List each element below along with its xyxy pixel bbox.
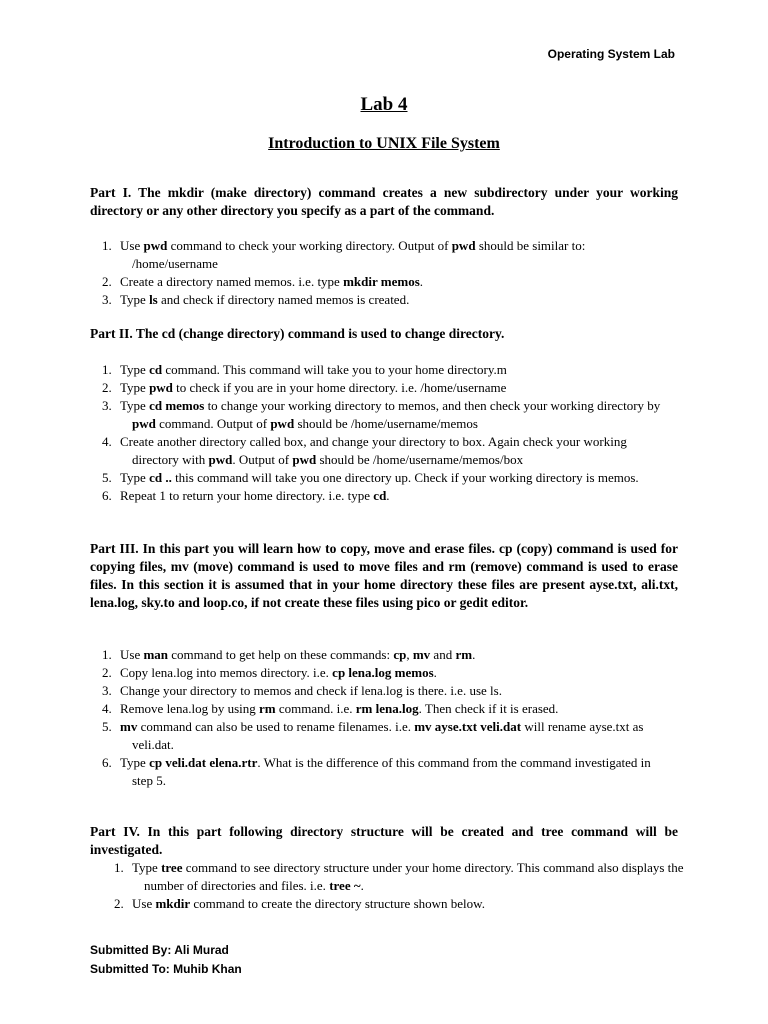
list-item xyxy=(102,682,672,700)
item-text: Copy lena.log into memos directory. i.e. xyxy=(120,665,333,680)
item-text: command. This command will take you to your home directory.m xyxy=(162,362,507,377)
command-text: rm xyxy=(259,701,276,716)
item-text: command to check your working directory. Output of xyxy=(167,238,452,253)
command-text: mkdir xyxy=(155,896,191,911)
command-text: pwd xyxy=(143,238,168,253)
part-1-heading: Part I. The mkdir (make directory) command creates a new subdirectory under your working directory or any other directory you specify as a part of the command. xyxy=(90,185,678,218)
item-text: Type xyxy=(132,860,162,875)
item-text: Repeat 1 to return your home directory. i.e. type xyxy=(120,488,374,503)
list-item-number: 6. xyxy=(102,755,112,770)
item-text: Use xyxy=(120,647,144,662)
item-text: command. i.e. xyxy=(275,701,356,716)
list-item-number: 3. xyxy=(102,398,112,413)
item-text: command. Output of xyxy=(155,416,271,431)
item-text: this command will take you one directory up. Check if your working directory is memos. xyxy=(171,470,639,485)
command-text: cp lena.log memos xyxy=(332,665,434,680)
list-item-number: 5. xyxy=(102,719,112,734)
item-text: should be /home/username/memos xyxy=(294,416,478,431)
item-text: command to get help on these commands: xyxy=(168,647,394,662)
command-text: tree xyxy=(161,860,183,875)
list-item-number: 3. xyxy=(102,292,112,307)
command-text: cp veli.dat elena.rtr xyxy=(149,755,258,770)
list-item-number: 1. xyxy=(102,647,112,662)
part-3-heading: Part III. In this part you will learn how to copy, move and erase files. cp (copy) command is used for copying files, mv (move) command is used to move files and rm (remove) command is used to erase files. In this section it is assumed that in your home directory these files are present ayse.txt, ali.txt, lena.log, sky.to and loop.co, if not create these files using pico or gedit editor. xyxy=(90,541,678,610)
command-text: cd memos xyxy=(149,398,205,413)
running-header: Operating System Lab xyxy=(547,47,675,61)
item-text: . xyxy=(433,665,437,680)
item-text: . Then check if it is erased. xyxy=(418,701,559,716)
list-item-text xyxy=(120,361,672,379)
item-text: Remove lena.log by using xyxy=(120,701,260,716)
list-item-text xyxy=(120,664,672,682)
command-text: man xyxy=(143,647,169,662)
command-text: cp xyxy=(393,647,407,662)
list-item xyxy=(102,646,672,664)
list-item-text xyxy=(120,273,672,291)
list-item-text xyxy=(120,646,672,664)
list-item-text xyxy=(120,291,672,309)
part-2-list xyxy=(102,361,672,505)
item-text: Create a directory named memos. i.e. type xyxy=(120,274,344,289)
list-item-text xyxy=(120,397,672,433)
list-item-text xyxy=(120,469,672,487)
command-text: ls xyxy=(149,292,158,307)
part-3-list xyxy=(102,646,672,790)
item-text: , xyxy=(406,647,413,662)
item-text: and check if directory named memos is created. xyxy=(157,292,410,307)
command-text: cd xyxy=(373,488,387,503)
part-1-list xyxy=(102,237,672,309)
list-item-number: 2. xyxy=(102,274,112,289)
command-text: pwd xyxy=(149,380,173,395)
list-item-text xyxy=(120,682,672,700)
list-item xyxy=(102,291,672,309)
item-text: Use xyxy=(120,238,144,253)
item-text: Type xyxy=(120,292,150,307)
submitted-by: Submitted By: Ali Murad xyxy=(90,943,229,957)
list-item-text xyxy=(120,718,672,754)
command-text: pwd xyxy=(451,238,476,253)
command-text: mv xyxy=(120,719,138,734)
command-text: cd .. xyxy=(149,470,172,485)
command-text: mv xyxy=(412,647,431,662)
list-item-text xyxy=(120,754,672,790)
item-text: to change your working directory to memos, and then check your working directory by xyxy=(204,398,661,413)
list-item xyxy=(102,469,672,487)
list-item-number: 5. xyxy=(102,470,112,485)
list-item xyxy=(102,237,672,273)
list-item xyxy=(114,859,684,895)
list-item-number: 6. xyxy=(102,488,112,503)
list-item-text xyxy=(132,859,684,895)
page-subtitle: Introduction to UNIX File System xyxy=(268,135,500,152)
list-item xyxy=(102,487,672,505)
list-item-text xyxy=(132,895,684,913)
command-text: cd xyxy=(149,362,163,377)
list-item-text xyxy=(120,379,672,397)
item-text: command can also be used to rename filenames. i.e. xyxy=(137,719,415,734)
list-item xyxy=(102,700,672,718)
submitted-to: Submitted To: Muhib Khan xyxy=(90,962,242,976)
item-text: Type xyxy=(120,362,150,377)
list-item-number: 1. xyxy=(114,860,124,875)
list-item-text xyxy=(120,433,672,469)
command-text: pwd xyxy=(292,452,317,467)
item-text: . xyxy=(360,878,364,893)
list-item-number: 2. xyxy=(102,380,112,395)
item-text: Use xyxy=(132,896,156,911)
command-text: rm lena.log xyxy=(355,701,419,716)
item-text: Type xyxy=(120,398,150,413)
command-text: pwd xyxy=(132,416,156,431)
list-item-number: 4. xyxy=(102,434,112,449)
item-text: to check if you are in your home directory. i.e. /home/username xyxy=(172,380,507,395)
list-item xyxy=(102,397,672,433)
part-4-list xyxy=(114,859,684,913)
item-text: . What is the difference of this command from the command investigated in step 5. xyxy=(132,755,651,788)
item-text: will rename ayse.txt as veli.dat. xyxy=(132,719,644,752)
list-item-number: 1. xyxy=(102,362,112,377)
list-item xyxy=(102,433,672,469)
list-item-number: 2. xyxy=(114,896,124,911)
item-text: . xyxy=(419,274,424,289)
list-item xyxy=(102,273,672,291)
command-text: mv ayse.txt veli.dat xyxy=(414,719,522,734)
item-text: . xyxy=(386,488,390,503)
item-text: Type xyxy=(120,380,150,395)
command-text: tree ~ xyxy=(329,878,361,893)
list-item-text xyxy=(120,237,672,273)
page-title: Lab 4 xyxy=(360,94,408,115)
command-text: pwd xyxy=(208,452,233,467)
list-item xyxy=(102,664,672,682)
item-text: should be similar to: /home/username xyxy=(132,238,586,271)
item-text: Type xyxy=(120,470,150,485)
item-text: command to create the directory structure shown below. xyxy=(190,896,485,911)
command-text: pwd xyxy=(270,416,295,431)
list-item-number: 1. xyxy=(102,238,112,253)
item-text: . xyxy=(472,647,476,662)
part-2-heading: Part II. The cd (change directory) command is used to change directory. xyxy=(90,326,505,341)
item-text: . Output of xyxy=(232,452,293,467)
item-text: Type xyxy=(120,755,150,770)
item-text: Change your directory to memos and check if lena.log is there. i.e. use ls. xyxy=(120,683,502,698)
list-item xyxy=(102,361,672,379)
list-item-number: 4. xyxy=(102,701,112,716)
item-text: Create another directory called box, and change your directory to box. Again check your working directory with xyxy=(120,434,627,467)
item-text: should be /home/username/memos/box xyxy=(316,452,524,467)
command-text: mkdir memos xyxy=(343,274,420,289)
list-item xyxy=(102,754,672,790)
item-text: and xyxy=(430,647,456,662)
list-item-text xyxy=(120,487,672,505)
command-text: rm xyxy=(455,647,473,662)
list-item-number: 2. xyxy=(102,665,112,680)
list-item xyxy=(114,895,684,913)
item-text: command to see directory structure under your home directory. This command also displays the number of directories and files. i.e. xyxy=(144,860,684,893)
part-4-heading: Part IV. In this part following directory structure will be created and tree command will be investigated. xyxy=(90,824,678,857)
list-item-number: 3. xyxy=(102,683,112,698)
list-item-text xyxy=(120,700,672,718)
list-item xyxy=(102,379,672,397)
list-item xyxy=(102,718,672,754)
